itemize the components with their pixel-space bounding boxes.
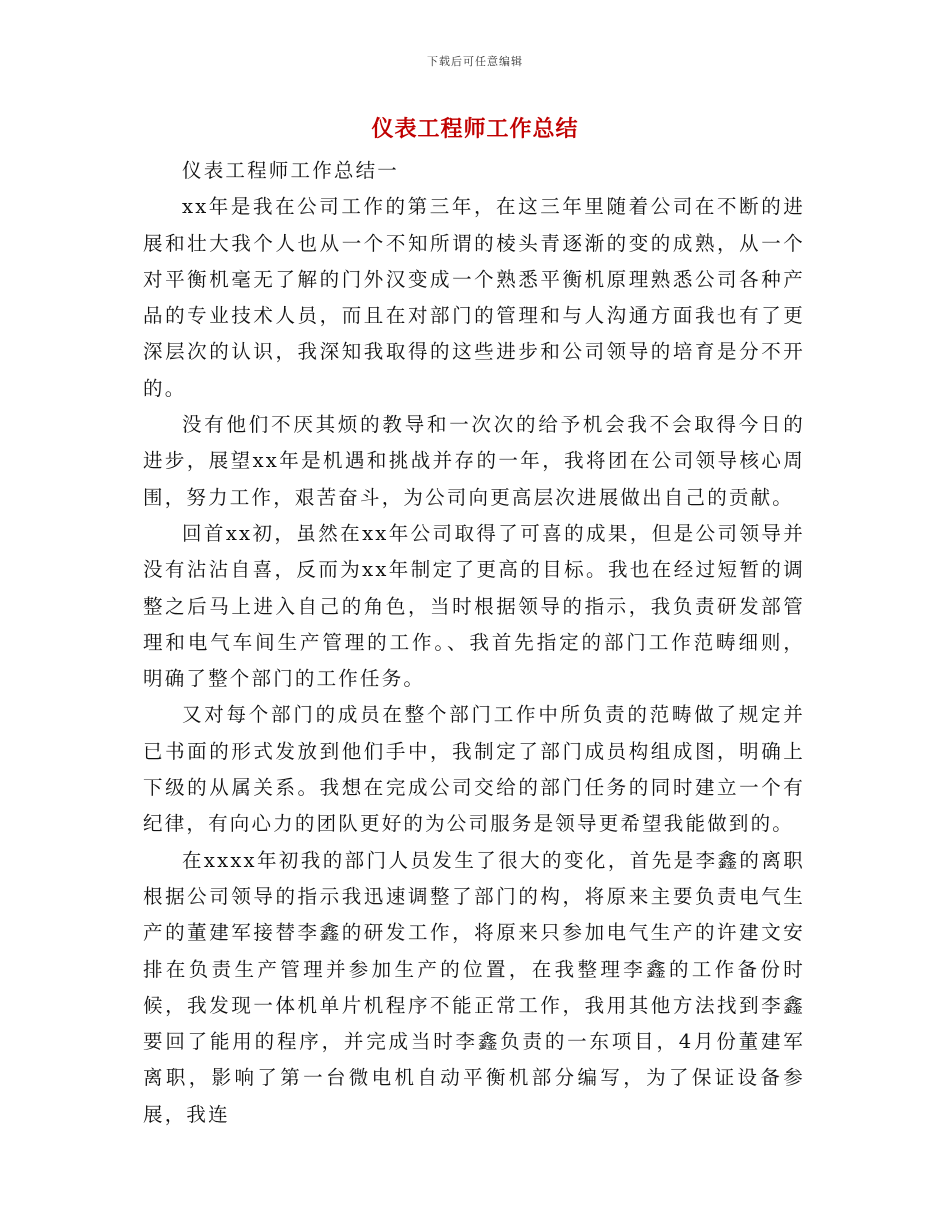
paragraph: 没有他们不厌其烦的教导和一次次的给予机会我不会取得今日的进步，展望xx年是机遇和挑战并存的一年，我将团在公司领导核心周围，努力工作，艰苦奋斗，为公司向更高层次进展做出自己的贡献。	[143, 413, 805, 509]
header-note: 下载后可任意编辑	[427, 55, 523, 68]
paragraph: xx年是我在公司工作的第三年，在这三年里随着公司在不断的进展和壮大我个人也从一个不知所谓的棱头青逐渐的变的成熟，从一个对平衡机毫无了解的门外汉变成一个熟悉平衡机原理熟悉公司各种产品的专业技术人员，而且在对部门的管理和与人沟通方面我也有了更深层次的认识，我深知我取得的这些进步和公司领导的培育是分不开的。	[143, 195, 805, 400]
paragraph: 又对每个部门的成员在整个部门工作中所负责的范畴做了规定并已书面的形式发放到他们手中，我制定了部门成员构组成图，明确上下级的从属关系。我想在完成公司交给的部门任务的同时建立一个有纪律，有向心力的团队更好的为公司服务是领导更希望我能做到的。	[143, 703, 805, 836]
paragraph: 在xxxx年初我的部门人员发生了很大的变化，首先是李鑫的离职根据公司领导的指示我迅速调整了部门的构，将原来主要负责电气生产的董建军接替李鑫的研发工作，将原来只参加电气生产的许建文安排在负责生产管理并参加生产的位置，在我整理李鑫的工作备份时候，我发现一体机单片机程序不能正常工作，我用其他方法找到李鑫要回了能用的程序，并完成当时李鑫负责的一东项目，4月份董建军离职，影响了第一台微电机自动平衡机部分编写，为了保证设备参展，我连	[143, 848, 805, 1126]
document-title: 仪表工程师工作总结	[371, 116, 579, 142]
section-heading: 仪表工程师工作总结一	[182, 159, 400, 182]
document-body	[143, 153, 805, 1133]
paragraph: 回首xx初，虽然在xx年公司取得了可喜的成果，但是公司领导并没有沾沾自喜，反而为xx年制定了更高的目标。我也在经过短暂的调整之后马上进入自己的角色，当时根据领导的指示，我负责研发部管理和电气车间生产管理的工作。、我首先指定的部门工作范畴细则，明确了整个部门的工作任务。	[143, 521, 805, 691]
